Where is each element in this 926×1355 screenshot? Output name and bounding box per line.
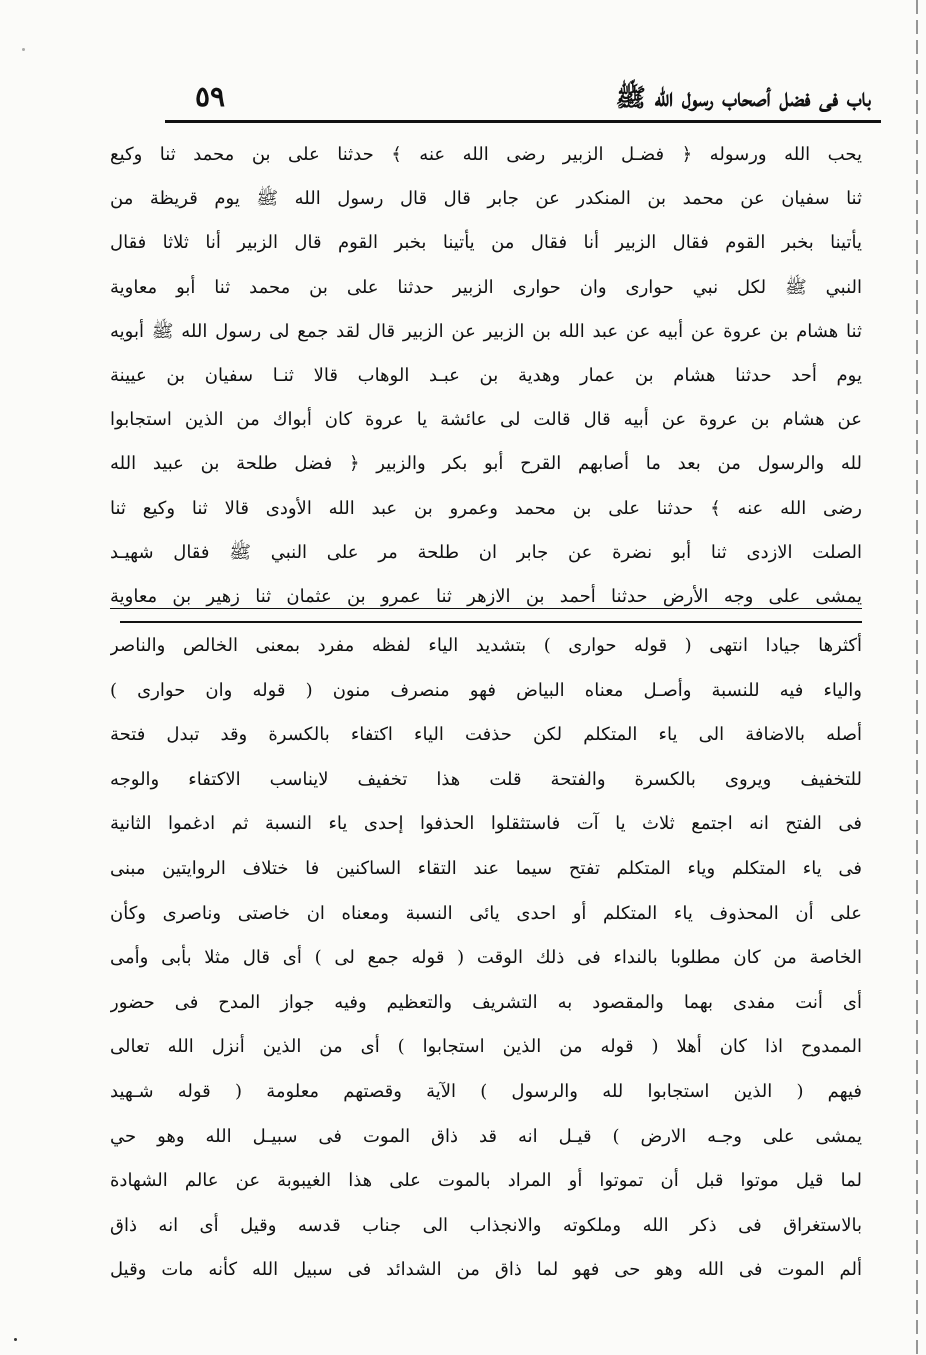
commentary-line: فى الفتح انه اجتمع ثلاث يا آت فاستثقلوا الحذفوا إحدى ياء النسبة ثم ادغموا الثانية xyxy=(110,813,862,835)
commentary-line: للتخفيف ويروى بالكسرة والفتحة قلت هذا تخفيف لايناسب الاكتفاء والوجه xyxy=(110,768,862,790)
hadith-line: يحب الله ورسوله ﴿ فضـل الزبير رضى الله عنه ﴾ حدثنا على بن محمد ثنا وكيع xyxy=(110,144,862,165)
commentary-divider xyxy=(120,621,862,623)
hadith-line: يمشى على وجه الأرض حدثنا أحمد بن الازهر ثنا عمرو بن عثمان ثنا زهير بن معاوية xyxy=(110,585,862,607)
commentary-line: ألم الموت فى الله وهو حى فهو لما ذاق من الشدائد فى سبيل الله كأنه مات وقيل xyxy=(110,1259,862,1281)
commentary-line: أى أنت مفدى بهما والمقصود به التشريف والتعظيم وفيه جواز المدح فى حضور xyxy=(110,991,862,1013)
header-rule xyxy=(165,120,881,123)
commentary-line: يمشى على وجـه الارض ) قيـل انه قد ذاق الموت فى سبيـل الله وهو حي xyxy=(110,1125,862,1147)
commentary-line: بالاستغراق فى ذكر الله وملكوته والانجذاب الى جناب قدسه وقيل أى انه ذاق xyxy=(110,1214,862,1236)
hadith-line: الصلت الازدى ثنا أبو نضرة عن جابر ان طلحة مر على النبي ﷺ فقال شهيـد xyxy=(110,541,862,563)
scan-speck xyxy=(14,1338,17,1341)
commentary-line: فى ياء المتكلم وياء المتكلم تفتح سيما عند التقاء الساكنين فا ختلاف الروايتين مبنى xyxy=(110,857,862,879)
commentary-line: الممدوح اذا كان أهلا ( قوله من الذين استجابوا ) أى من الذين أنزل الله تعالى xyxy=(110,1036,862,1058)
page-header xyxy=(195,78,871,122)
commentary-line: الخاصة من كان مطلوبا بالنداء فى ذلك الوقت ( قوله جمع لى ) أى قال مثلا بأبى وأمى xyxy=(110,947,862,969)
page-number: ٥٩ xyxy=(195,80,226,113)
hadith-line: ثنا سفيان عن محمد بن المنكدر عن جابر قال قال رسول الله ﷺ يوم قريظة من xyxy=(110,188,862,210)
hadith-line: النبي ﷺ لكل نبي حوارى وان حوارى الزبير حدثنا على بن محمد ثنا أبو معاوية xyxy=(110,276,862,298)
scan-speck xyxy=(22,48,25,51)
commentary-line: أصله بالاضافة الى ياء المتكلم لكن حذفت الياء اكتفاء بالكسرة وقد تبدل فتحة xyxy=(110,724,862,746)
hadith-line: رضى الله عنه ﴾ حدثنا على بن محمد وعمرو بن عبد الله الأودى قالا ثنا وكيع ثنا xyxy=(110,497,862,519)
hadith-line: عن هشام بن عروة عن أبيه قال قالت لى عائشة يا عروة كان أبواك من الذين استجابوا xyxy=(110,409,862,431)
commentary-text xyxy=(110,624,862,1293)
commentary-line: والياء فيه للنسبة وأصـل معناه البياض فهو منصرف منون ( قوله وان حوارى ) xyxy=(110,679,862,701)
commentary-line: على أن المحذوف ياء المتكلم أو احدى يائى النسبة ومعناه ان خاصتى وناصرى وكأن xyxy=(110,902,862,924)
hadith-line: يأتينا بخبر القوم فقال الزبير أنا فقال من يأتينا بخبر القوم قال الزبير أنا ثلاثا فقال xyxy=(110,232,862,254)
hadith-text xyxy=(110,133,862,619)
commentary-line: أكثرها جيادا انتهى ( قوله حوارى ) بتشديد الياء لفظه مفرد بمعنى الخالص والناصر xyxy=(110,635,862,656)
hadith-line: يوم أحد حدثنا هشام بن عمار وهدية بن عبـد الوهاب قالا ثنـا سفيان بن عيينة xyxy=(110,364,862,386)
commentary-line: فيهم ( الذين استجابوا لله والرسول ) الآية وقصتهم معلومة ( قوله شـهيد xyxy=(110,1080,862,1102)
commentary-line: لما قيل موتوا قبل أن تموتوا أو المراد بالموت على هذا الغيبوبة عن عالم الشهادة xyxy=(110,1170,862,1192)
running-title: باب فى فضل أصحاب رسول الله ﷺ xyxy=(615,83,871,112)
page-edge-line xyxy=(916,0,918,1355)
hadith-line: ثنا هشام بن عروة عن أبيه عن عبد الله بن الزبير عن الزبير قال لقد جمع لى رسول الله ﷺ أبويه xyxy=(110,320,862,342)
hadith-line: لله والرسول من بعد ما أصابهم القرح أبو بكر والزبير ﴿ فضل طلحة بن عبيد الله xyxy=(110,453,862,475)
